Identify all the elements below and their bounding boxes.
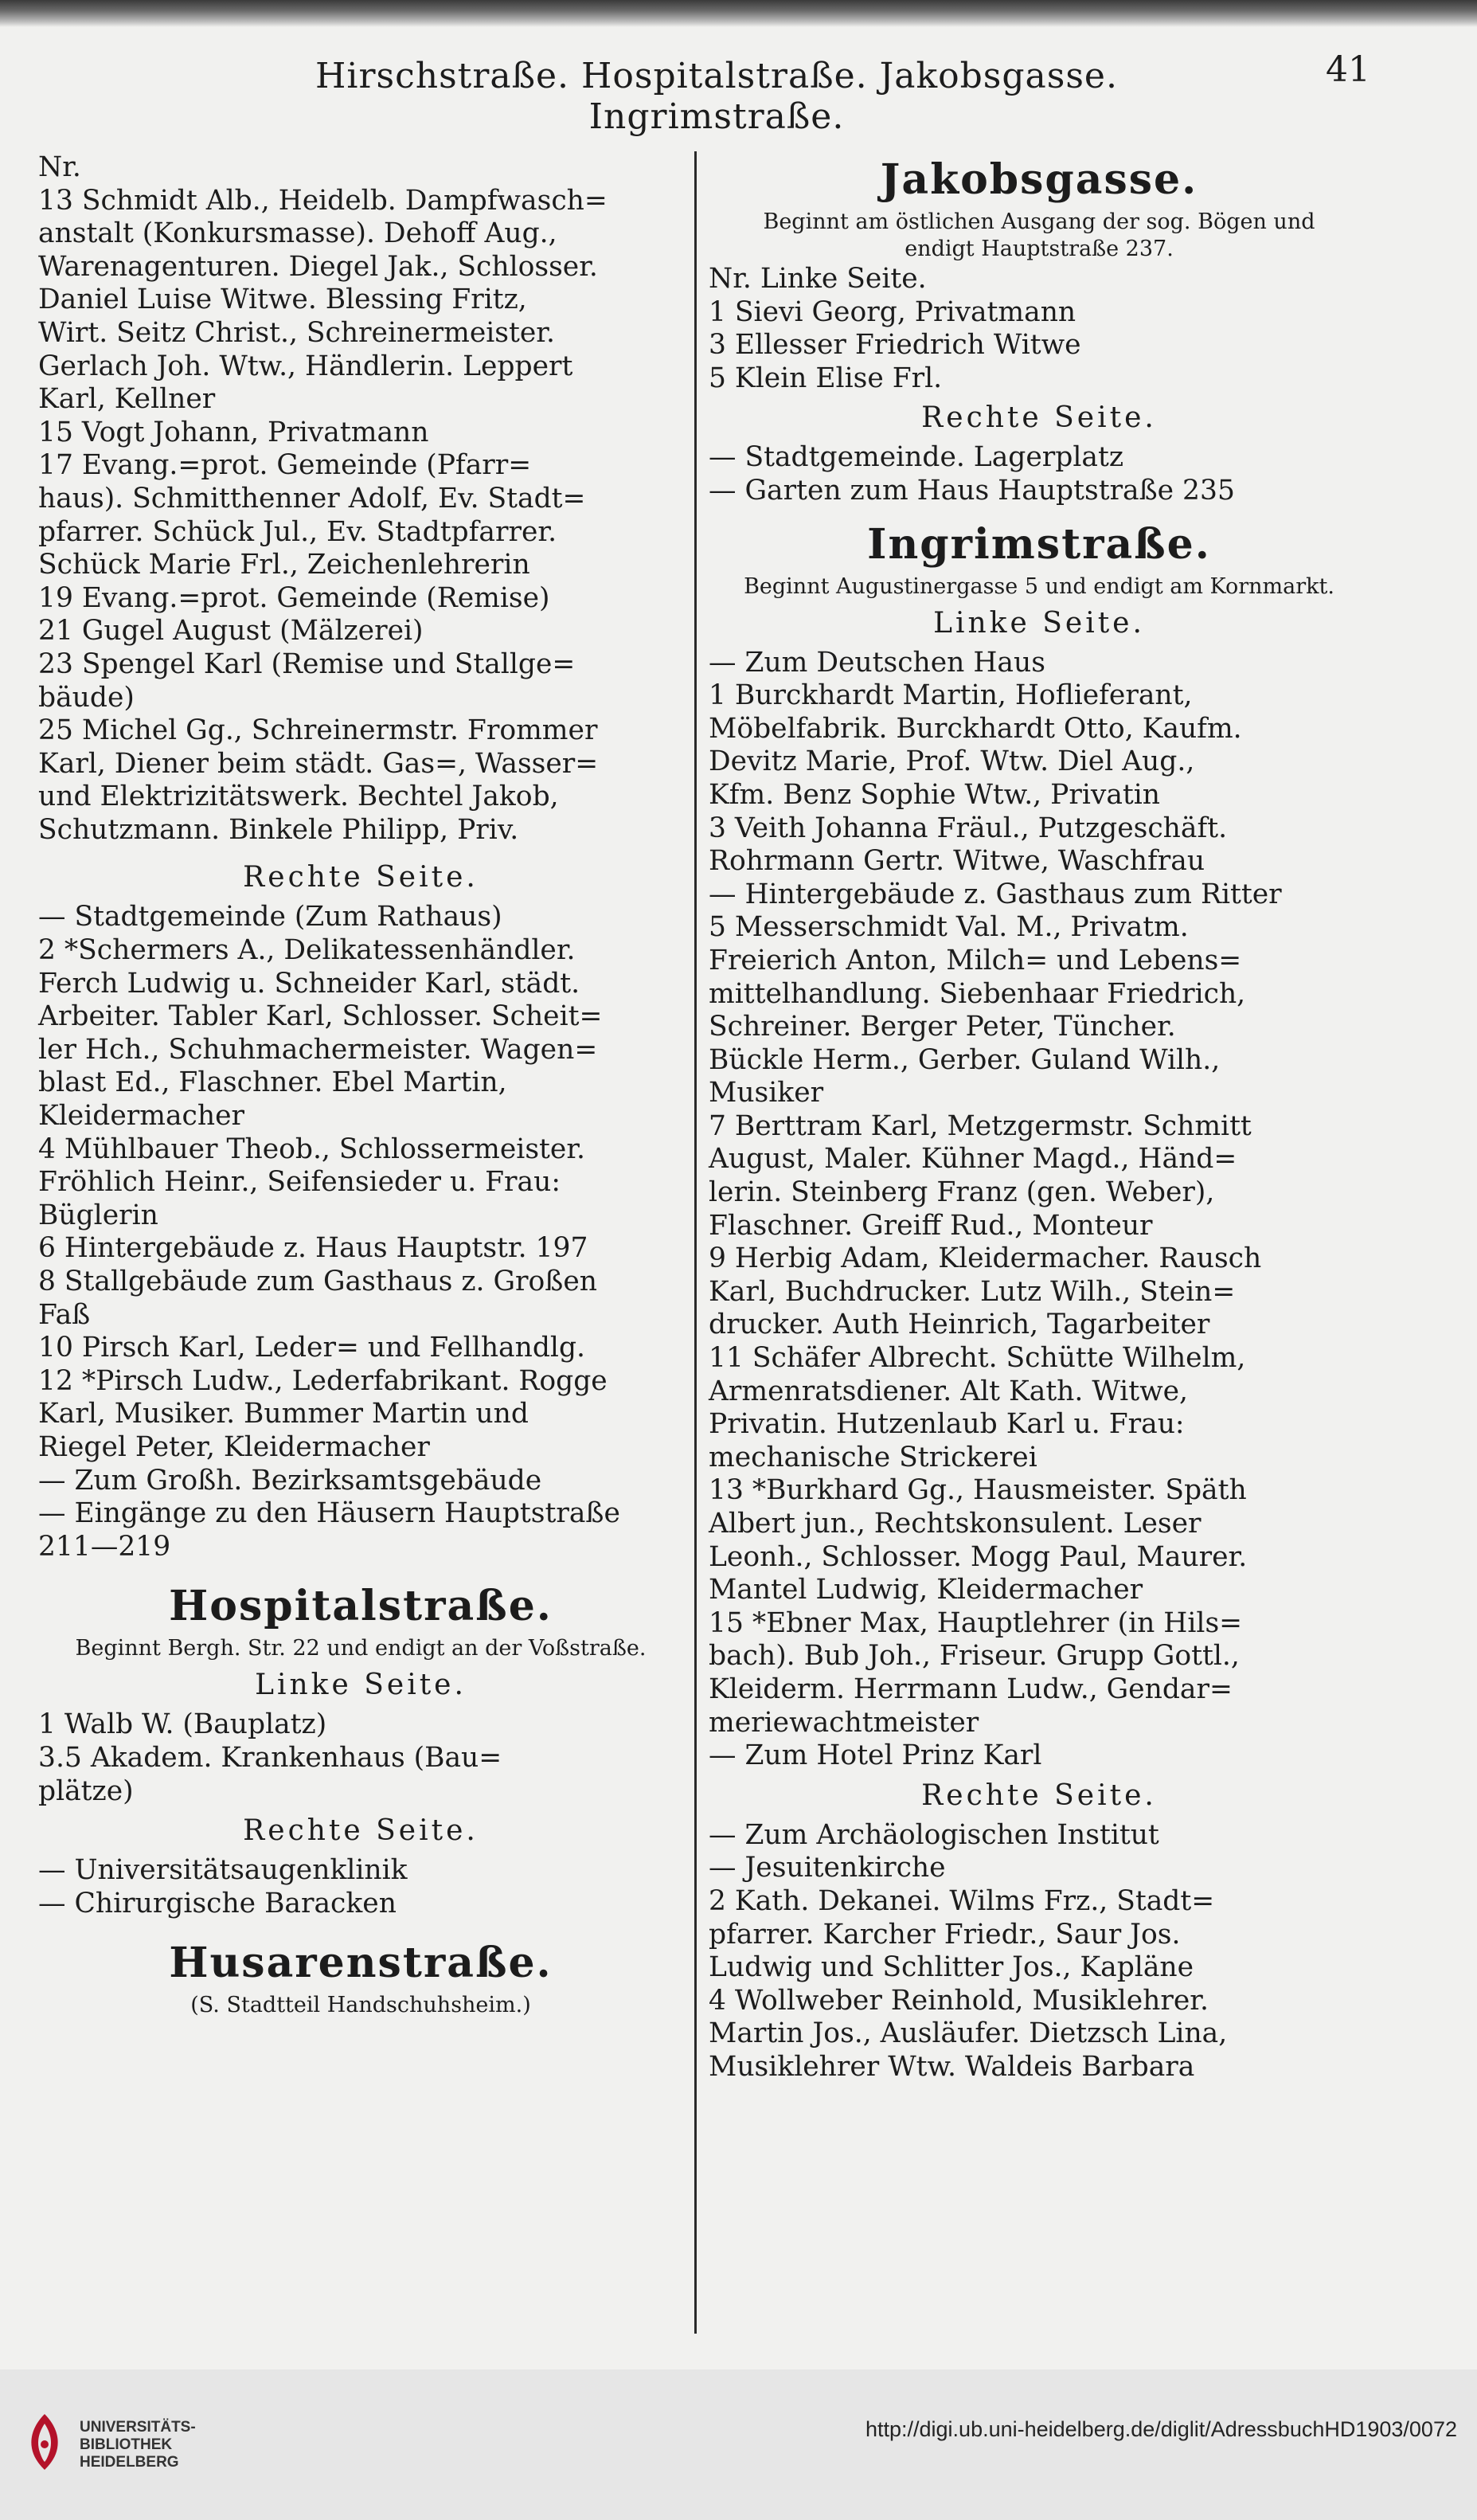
scan-edge (0, 0, 1477, 27)
directory-line: — Hintergebäude z. Gasthaus zum Ritter (709, 878, 1282, 910)
directory-line: Möbelfabrik. Burckhardt Otto, Kaufm. (709, 712, 1242, 745)
directory-line: 11 Schäfer Albrecht. Schütte Wilhelm, (709, 1342, 1246, 1375)
directory-line: 17 Evang.=prot. Gemeinde (Pfarr= (38, 449, 532, 482)
directory-line: 3 Ellesser Friedrich Witwe (709, 329, 1081, 362)
directory-line: Schück Marie Frl., Zeichenlehrerin (38, 549, 530, 581)
side-subheading: Rechte Seite. (243, 861, 479, 894)
directory-line: 13 *Burkhard Gg., Hausmeister. Späth (709, 1474, 1247, 1507)
directory-line: Schreiner. Berger Peter, Tüncher. (709, 1011, 1176, 1043)
library-name-line: BIBLIOTHEK (80, 2436, 173, 2453)
directory-line: 19 Evang.=prot. Gemeinde (Remise) (38, 581, 550, 614)
directory-line: Schutzmann. Binkele Philipp, Priv. (38, 813, 519, 846)
right-column (709, 151, 1370, 2084)
directory-line: Bückle Herm., Gerber. Guland Wilh., (709, 1043, 1221, 1076)
side-subheading: Rechte Seite. (921, 1778, 1157, 1812)
directory-line: — Stadtgemeinde (Zum Rathaus) (38, 901, 502, 933)
street-heading: Husarenstraße. (169, 1939, 553, 1988)
directory-line: 21 Gugel August (Mälzerei) (38, 615, 424, 648)
directory-line: 4 Mühlbauer Theob., Schlossermeister. (38, 1133, 585, 1165)
directory-line: Albert jun., Rechtskonsulent. Leser (709, 1508, 1202, 1540)
directory-line: lerin. Steinberg Franz (gen. Weber), (709, 1176, 1215, 1209)
directory-line: Riegel Peter, Kleidermacher (38, 1430, 430, 1463)
directory-line: 12 *Pirsch Ludw., Lederfabrikant. Rogge (38, 1364, 608, 1397)
source-url-link[interactable]: http://digi.ub.uni-heidelberg.de/diglit/AdressbuchHD1903/0072 (865, 2417, 1457, 2441)
directory-line: Mantel Ludwig, Kleidermacher (709, 1574, 1143, 1606)
directory-line: Kleidermacher (38, 1100, 244, 1133)
directory-line: mittelhandlung. Siebenhaar Friedrich, (709, 977, 1246, 1010)
library-name-line: HEIDELBERG (80, 2454, 179, 2471)
directory-line: Karl, Kellner (38, 383, 216, 416)
directory-line: 4 Wollweber Reinhold, Musiklehrer. (709, 1984, 1209, 2017)
directory-line: — Zum Archäologischen Institut (709, 1818, 1159, 1851)
directory-line: Privatin. Hutzenlaub Karl u. Frau: (709, 1408, 1185, 1441)
directory-line: Rohrmann Gertr. Witwe, Waschfrau (709, 845, 1205, 878)
directory-line: Ferch Ludwig u. Schneider Karl, städt. (38, 967, 580, 1000)
directory-line: haus). Schmitthenner Adolf, Ev. Stadt= (38, 482, 586, 515)
street-heading: Ingrimstraße. (867, 519, 1211, 569)
university-seal-icon (24, 2412, 65, 2471)
directory-line: — Zum Hotel Prinz Karl (709, 1739, 1042, 1772)
directory-line: Faß (38, 1298, 91, 1331)
directory-line: pfarrer. Schück Jul., Ev. Stadtpfarrer. (38, 515, 557, 548)
side-subheading: Rechte Seite. (921, 401, 1157, 435)
library-name-line: UNIVERSITÄTS- (80, 2419, 196, 2436)
directory-line: Karl, Buchdrucker. Lutz Wilh., Stein= (709, 1275, 1236, 1308)
street-note: Beginnt Bergh. Str. 22 und endigt an der Voßstraße. (75, 1636, 647, 1661)
directory-line: Armenratsdiener. Alt Kath. Witwe, (709, 1375, 1188, 1407)
directory-line: 5 Messerschmidt Val. M., Privatm. (709, 911, 1189, 944)
directory-line: — Stadtgemeinde. Lagerplatz (709, 441, 1124, 474)
directory-line: 2 *Schermers A., Delikatessenhändler. (38, 934, 576, 967)
directory-line: Fröhlich Heinr., Seifensieder u. Frau: (38, 1166, 561, 1199)
directory-line: mechanische Strickerei (709, 1441, 1037, 1473)
directory-line: 9 Herbig Adam, Kleidermacher. Rausch (709, 1242, 1262, 1275)
directory-line: 211—219 (38, 1530, 171, 1563)
directory-line: Büglerin (38, 1199, 158, 1231)
directory-line: Daniel Luise Witwe. Blessing Fritz, (38, 284, 527, 316)
directory-line: Devitz Marie, Prof. Wtw. Diel Aug., (709, 745, 1195, 778)
directory-line: 2 Kath. Dekanei. Wilms Frz., Stadt= (709, 1884, 1215, 1917)
side-subheading: Linke Seite. (255, 1669, 467, 1702)
street-note: (S. Stadtteil Handschuhsheim.) (190, 1993, 531, 2018)
directory-line: Nr. (38, 151, 81, 183)
directory-line: — Zum Deutschen Haus (709, 646, 1045, 679)
directory-line: drucker. Auth Heinrich, Tagarbeiter (709, 1309, 1210, 1341)
left-column (38, 151, 683, 2019)
street-note: Beginnt Augustinergasse 5 und endigt am Kornmarkt. (744, 573, 1334, 599)
directory-line: Ludwig und Schlitter Jos., Kapläne (709, 1951, 1194, 1984)
running-header: Hirschstraße. Hospitalstraße. Jakobsgasse. Ingrimstraße. (315, 56, 1118, 137)
directory-line: Karl, Diener beim städt. Gas=, Wasser= (38, 747, 599, 780)
directory-line: anstalt (Konkursmasse). Dehoff Aug., (38, 217, 557, 250)
directory-line: — Garten zum Haus Hauptstraße 235 (709, 474, 1235, 507)
directory-line: 15 *Ebner Max, Hauptlehrer (in Hils= (709, 1606, 1243, 1639)
directory-line: Musiklehrer Wtw. Waldeis Barbara (709, 2050, 1195, 2083)
directory-line: Leonh., Schlosser. Mogg Paul, Maurer. (709, 1540, 1248, 1573)
directory-line: Arbeiter. Tabler Karl, Schlosser. Scheit= (38, 1000, 603, 1033)
directory-line: ler Hch., Schuhmachermeister. Wagen= (38, 1033, 598, 1066)
directory-line: Freierich Anton, Milch= und Lebens= (709, 944, 1242, 976)
directory-line: plätze) (38, 1775, 134, 1807)
directory-line: 3.5 Akadem. Krankenhaus (Bau= (38, 1741, 502, 1774)
directory-line: August, Maler. Kühner Magd., Händ= (709, 1143, 1237, 1176)
directory-line: — Universitätsaugenklinik (38, 1854, 408, 1887)
street-note: endigt Hauptstraße 237. (905, 237, 1174, 261)
directory-line: 5 Klein Elise Frl. (709, 362, 943, 394)
directory-line: 15 Vogt Johann, Privatmann (38, 416, 429, 448)
library-name (80, 2419, 196, 2471)
page-number: 41 (1326, 49, 1370, 90)
directory-line: — Chirurgische Baracken (38, 1887, 397, 1919)
directory-line: 25 Michel Gg., Schreinermstr. Frommer (38, 714, 598, 747)
directory-line: — Eingänge zu den Häusern Hauptstraße (38, 1497, 620, 1530)
directory-line: blast Ed., Flaschner. Ebel Martin, (38, 1066, 507, 1099)
directory-line: bach). Bub Joh., Friseur. Grupp Gottl., (709, 1640, 1240, 1673)
directory-line: Warenagenturen. Diegel Jak., Schlosser. (38, 250, 598, 283)
directory-line: 3 Veith Johanna Fräul., Putzgeschäft. (709, 812, 1228, 844)
directory-line: bäude) (38, 681, 135, 714)
directory-line: Martin Jos., Ausläufer. Dietzsch Lina, (709, 2017, 1228, 2050)
directory-line: 6 Hintergebäude z. Haus Hauptstr. 197 (38, 1232, 588, 1265)
directory-line: 1 Sievi Georg, Privatmann (709, 295, 1076, 328)
directory-line: Kleiderm. Herrmann Ludw., Gendar= (709, 1673, 1233, 1705)
directory-line: 13 Schmidt Alb., Heidelb. Dampfwasch= (38, 184, 608, 217)
footer-bar (0, 2369, 1477, 2520)
side-subheading: Rechte Seite. (243, 1814, 479, 1848)
directory-line: Gerlach Joh. Wtw., Händlerin. Leppert (38, 350, 573, 382)
street-heading: Hospitalstraße. (169, 1582, 553, 1631)
directory-line: 1 Burckhardt Martin, Hoflieferant, (709, 679, 1193, 712)
directory-line: — Jesuitenkirche (709, 1852, 946, 1884)
street-heading: Jakobsgasse. (880, 155, 1198, 204)
directory-line: 8 Stallgebäude zum Gasthaus z. Großen (38, 1266, 597, 1297)
directory-line: 7 Berttram Karl, Metzgermstr. Schmitt (709, 1109, 1252, 1142)
directory-line: Musiker (709, 1077, 824, 1109)
directory-line: Karl, Musiker. Bummer Martin und (38, 1398, 529, 1430)
column-divider (694, 151, 697, 2334)
directory-line: 23 Spengel Karl (Remise und Stallge= (38, 648, 576, 680)
directory-line: pfarrer. Karcher Friedr., Saur Jos. (709, 1918, 1181, 1951)
directory-line: und Elektrizitätswerk. Bechtel Jakob, (38, 781, 559, 813)
directory-line: 1 Walb W. (Bauplatz) (38, 1708, 327, 1741)
side-subheading: Linke Seite. (933, 606, 1145, 640)
directory-line: Kfm. Benz Sophie Wtw., Privatin (709, 778, 1161, 811)
directory-line: Flaschner. Greiff Rud., Monteur (709, 1209, 1153, 1242)
directory-line: 10 Pirsch Karl, Leder= und Fellhandlg. (38, 1332, 586, 1364)
directory-line: Nr. Linke Seite. (709, 263, 927, 295)
street-note: Beginnt am östlichen Ausgang der sog. Bögen und (763, 209, 1315, 234)
directory-line: meriewachtmeister (709, 1706, 979, 1739)
directory-line: — Zum Großh. Bezirksamtsgebäude (38, 1464, 542, 1497)
directory-line: Wirt. Seitz Christ., Schreinermeister. (38, 316, 555, 349)
